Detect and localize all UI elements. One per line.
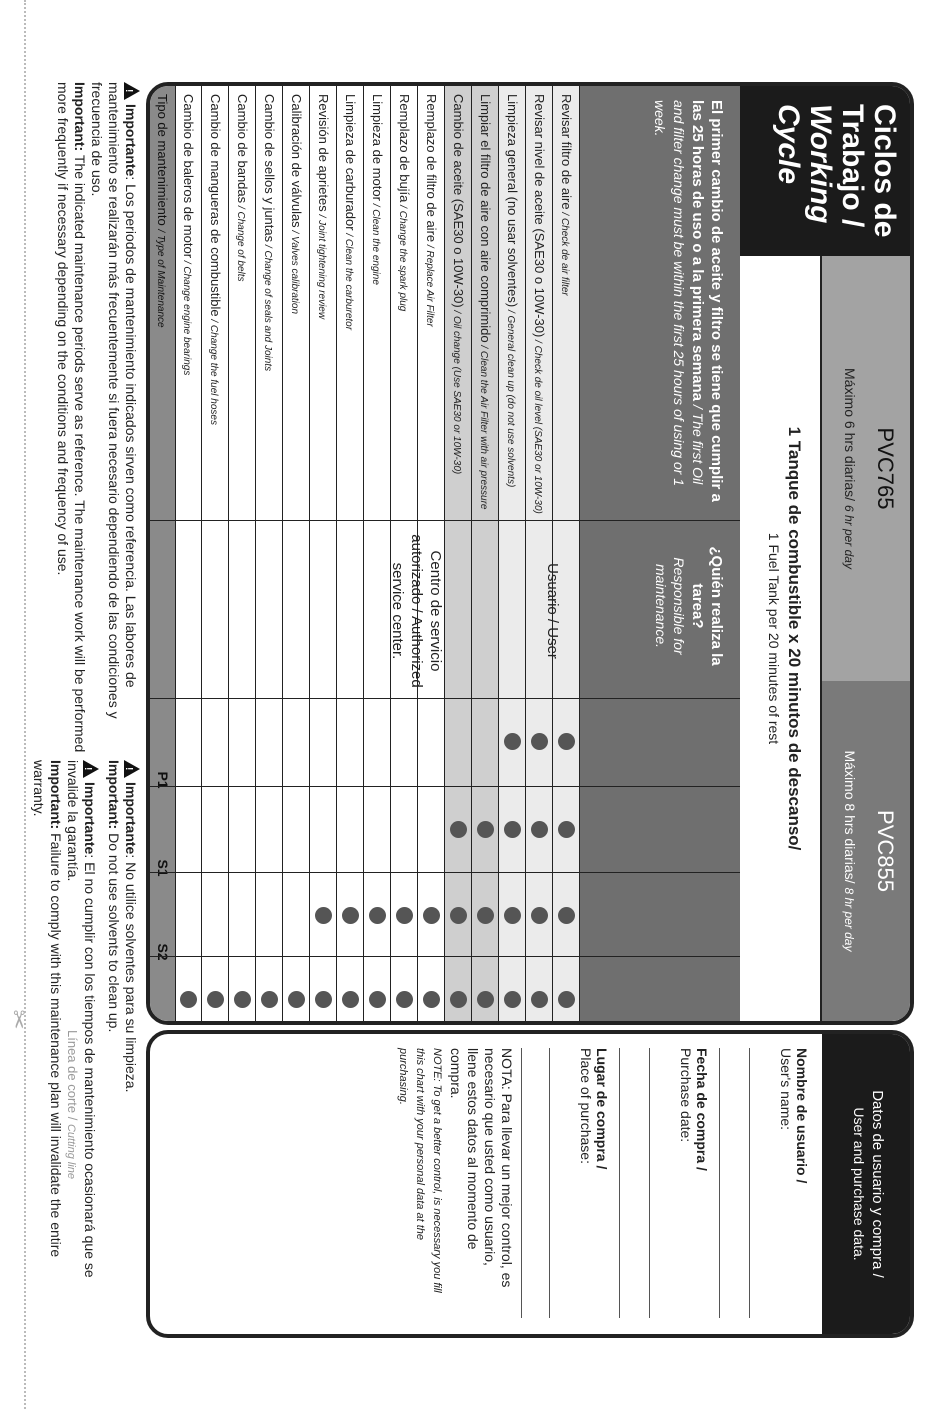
warning-icon [124, 82, 140, 100]
schedule-dot-pvc765 [531, 733, 548, 750]
user-data-note: NOTA: Para llevar un mejor control, es necesario que usted como usuario, llene estos datos al momento de compra. NOTE: To get a better control, is necessary you fill this chart with your personal data at the purchasing. [397, 1048, 515, 1293]
schedule-dot-s1 [315, 907, 332, 924]
table-row [364, 86, 391, 1021]
schedule-dot-s1 [450, 907, 467, 924]
purchase-date-line[interactable] [649, 1048, 650, 1318]
schedule-dot-s2 [342, 991, 359, 1008]
table-row [229, 86, 256, 1021]
task-label: Cambio de sellos y juntas / Change of seals and Joints [262, 94, 277, 372]
table-row [175, 86, 202, 1021]
schedule-dot-s2 [261, 991, 278, 1008]
task-label: Limpiar el filtro de aire con aire comprimido / Clean the Air Filter with air pressure [478, 94, 493, 510]
page-title: Ciclos de Trabajo / Working Cycle [772, 104, 901, 238]
column-separator [150, 956, 740, 957]
task-label: Cambio de baleros de motor / Change engine bearings [181, 94, 196, 376]
schedule-dot-s1 [504, 907, 521, 924]
schedule-dot-s2 [207, 991, 224, 1008]
task-label: Limpieza de carburador / Clean the carburetor [343, 94, 358, 331]
working-cycle-card [146, 82, 914, 1025]
schedule-dot-s1 [531, 907, 548, 924]
task-label: Remplazo de bujía / Change the spark plug [397, 94, 412, 312]
task-label: Cambio de bandas / Change of belts [235, 94, 250, 282]
important-notes-right: !Importante: No utilice solventes para su limpieza. Important: Do not use solvents to clean up. !Importante: El no cumplir con los tiempos de mantenimiento ocasionará que se invalide la garantía. Important: Failure to comply with this maintenance plan will invalidate the entire warranty. [24, 760, 140, 1300]
table-row [256, 86, 283, 1021]
table-row [499, 86, 526, 1021]
user-purchase-card [146, 1030, 914, 1338]
table-row [202, 86, 229, 1021]
scissors-icon: ✂ [4, 1009, 32, 1030]
schedule-dot-p1 [477, 821, 494, 838]
schedule-dot-s1 [558, 907, 575, 924]
purchase-date-label: Fecha de compra / Purchase date: [678, 1048, 710, 1171]
task-label: Revisar nivel de aceite (SAE30 o 10W-30) / Check de oil level (SAE30 or 10W-30) [532, 94, 547, 514]
table-row [472, 86, 499, 1021]
schedule-dot-s2 [234, 991, 251, 1008]
schedule-dot-s2 [396, 991, 413, 1008]
schedule-dot-s1 [342, 907, 359, 924]
schedule-dot-s2 [315, 991, 332, 1008]
warning-icon [83, 760, 99, 778]
task-label: Calibración de válvulas / Valves calibration [289, 94, 304, 315]
task-label: Limpieza general (no usar solventes) / General clean up (do not use solvents) [505, 94, 520, 488]
task-label: Cambio de mangueras de combustible / Change the fuel hoses [208, 94, 223, 425]
schedule-dot-pvc765 [504, 733, 521, 750]
schedule-dot-s2 [504, 991, 521, 1008]
schedule-dot-s2 [369, 991, 386, 1008]
maintenance-type-row: Tipo de mantenimiento / Type of Maintenance P1 S1 S2 [149, 86, 176, 1021]
user-name-line[interactable] [749, 1048, 750, 1318]
schedule-dot-p1 [558, 821, 575, 838]
user-card-header: Datos de usuario y compra / User and purchase data. [822, 1034, 910, 1334]
model-pvc855-header: PVC855 Máximo 8 hrs diarias/ 8 hr per day [822, 681, 910, 1021]
user-name-label: Nombre de usuario / User's name: [778, 1048, 810, 1184]
intro-row [580, 86, 740, 1021]
column-separator [150, 520, 740, 521]
schedule-dot-s2 [531, 991, 548, 1008]
schedule-dot-s1 [369, 907, 386, 924]
model-pvc765-header: PVC765 Máximo 6 hrs diarias/ 6 hr per day [822, 256, 910, 681]
schedule-dot-s1 [396, 907, 413, 924]
task-label: Cambio de aceite (SAE30 o 10W-30) / Oil change (Use SAE30 or 10W-30) [451, 94, 466, 475]
place-of-purchase-label: Lugar de compra / Place of purchase: [578, 1048, 610, 1170]
code-s2: S2 [155, 943, 171, 961]
responsible-header: ¿Quién realiza la tarea? Responsible for maintenance. [653, 546, 725, 666]
schedule-dot-s1 [423, 907, 440, 924]
task-label: Revisar filtro de aire / Check de air filter [559, 94, 574, 296]
cutting-line-label: Línea de corte / Cutting line [65, 1030, 80, 1180]
title-block [740, 86, 910, 256]
task-label: Revisión de aprietes / Joint tightening review [316, 94, 331, 320]
card-header [740, 86, 910, 1021]
table-row [310, 86, 337, 1021]
place-of-purchase-line[interactable] [521, 1048, 522, 1318]
schedule-dot-s2 [180, 991, 197, 1008]
schedule-dot-p1 [504, 821, 521, 838]
schedule-dot-s2 [477, 991, 494, 1008]
schedule-dot-pvc765 [558, 733, 575, 750]
code-p1: P1 [155, 771, 171, 789]
purchase-date-line[interactable] [619, 1048, 620, 1318]
column-separator [150, 872, 740, 873]
fuel-tank-note: 1 Tanque de combustible x 20 minutos de descanso/ 1 Fuel Tank per 20 minutes of rest [738, 256, 822, 1021]
schedule-dot-s2 [558, 991, 575, 1008]
important-note-periods: !Importante: Los periodos de mantenimiento indicados sirven como referencia. Las labores de mantenimiento se realizarán más frecuentemente si fuera necesario dependiendo de las condiciones y frecuencia de uso. Important: The indicated maintenance periods serve as reference. The maintenance work will be performed more frequently if necessary depending on the conditions and frequency of use. [48, 82, 140, 762]
place-of-purchase-line[interactable] [549, 1048, 550, 1318]
schedule-dot-s2 [450, 991, 467, 1008]
table-row [445, 86, 472, 1021]
table-row [337, 86, 364, 1021]
responsible-service-center: Centro de servicio autorizado / Authorized service center. [389, 534, 444, 688]
maintenance-table [150, 86, 740, 1021]
column-separator [150, 786, 740, 787]
first-change-note: El primer cambio de aceite y filtro se tiene que cumplir a las 25 horas de uso o a la primera semana / The first Oil and filter change must be within the first 25 hours of using or 1 week. [652, 100, 725, 502]
schedule-dot-s2 [288, 991, 305, 1008]
schedule-dot-s2 [423, 991, 440, 1008]
code-s1: S1 [155, 859, 171, 877]
responsible-user: Usuario / User [544, 563, 561, 659]
column-separator [150, 698, 740, 699]
schedule-dot-s1 [477, 907, 494, 924]
task-label: Remplazo de filtro de aire / Replace Air Filter [424, 94, 439, 327]
schedule-dot-p1 [531, 821, 548, 838]
schedule-dot-p1 [450, 821, 467, 838]
task-label: Limpieza de motor / Clean the engine [370, 94, 385, 285]
warning-icon [124, 760, 140, 778]
user-name-line[interactable] [719, 1048, 720, 1318]
table-row [283, 86, 310, 1021]
